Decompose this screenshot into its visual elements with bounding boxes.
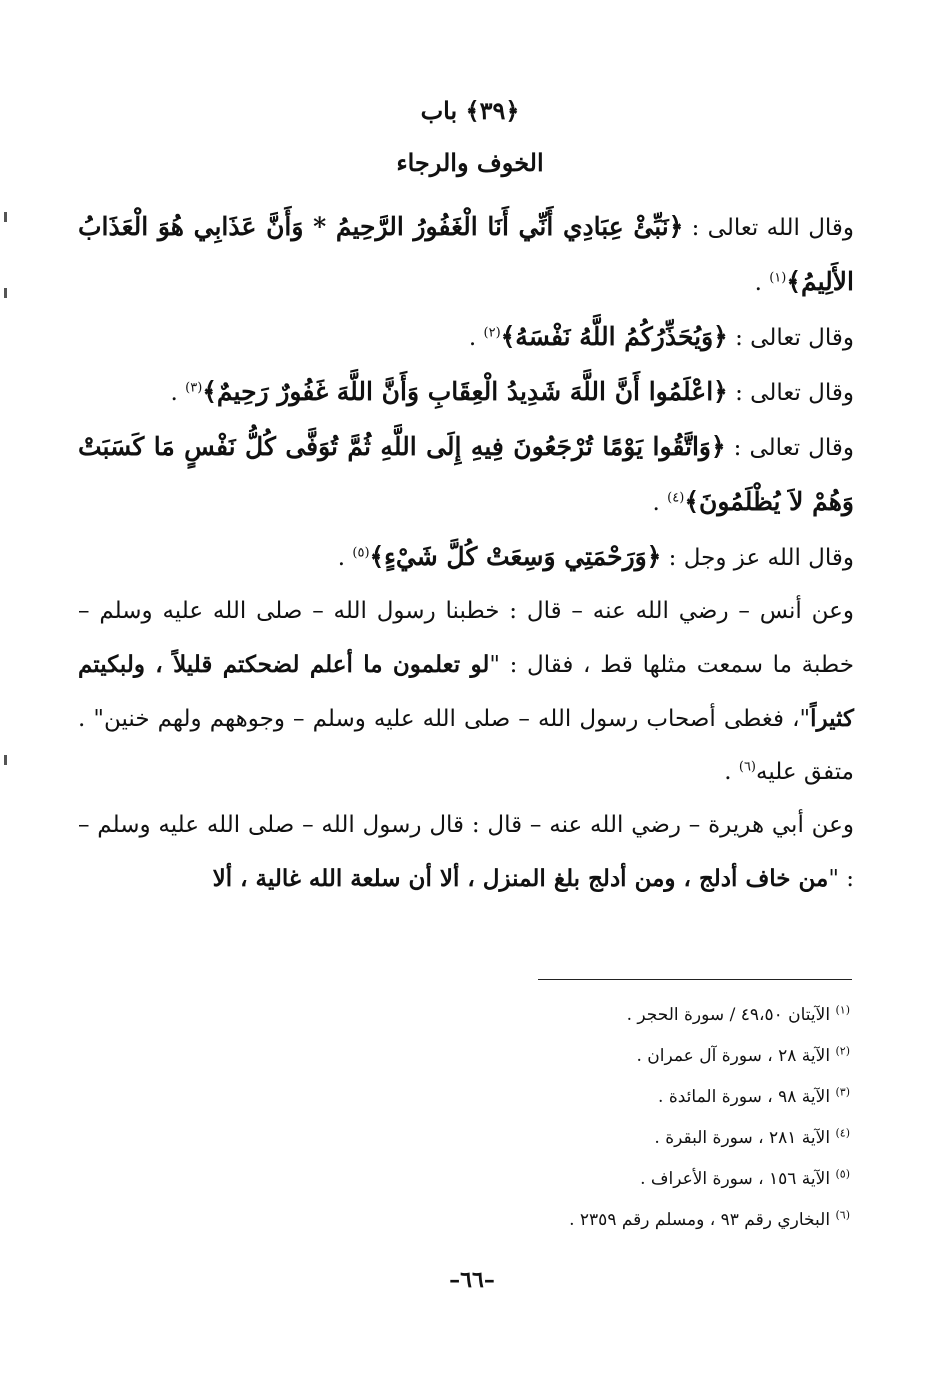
- verse-intro: وقال الله تعالى :: [683, 215, 855, 241]
- verse-end: .: [652, 490, 668, 516]
- footnote-number: (١): [835, 1003, 850, 1017]
- footnote-number: (٣): [835, 1085, 850, 1099]
- footnote: [380, 1200, 850, 1241]
- quran-verse: ﴿وَرَحْمَتِي وَسِعَتْ كُلَّ شَيْءٍ﴾: [369, 542, 662, 571]
- chapter-title: الخوف والرجاء: [396, 148, 544, 177]
- quran-verse: ﴿نَبِّئْ عِبَادِي أَنِّي أَنَا الْغَفُورُ الرَّحِيمُ * وَأَنَّ عَذَابِي هُوَ الْعَذَابُ الأَلِيمُ﴾: [78, 212, 854, 296]
- footnote: [380, 1118, 850, 1159]
- footnote-divider: [538, 979, 852, 980]
- footnote: [380, 1077, 850, 1118]
- verse-paragraph: [78, 420, 854, 530]
- verse-intro: وقال تعالى :: [725, 435, 854, 461]
- footnote-text: الآية ٢٨ ، سورة آل عمران .: [636, 1046, 836, 1066]
- hadith-paragraph: [78, 585, 854, 799]
- hadith-text: وعن أنس – رضي الله عنه – قال : خطبنا رسول الله – صلى الله عليه وسلم – خطبة ما سمعت مثلها قط ، فقال : ": [78, 598, 854, 678]
- footnote-text: الآية ٩٨ ، سورة المائدة .: [658, 1087, 836, 1107]
- page-number: –٦٦–: [449, 1267, 495, 1293]
- quran-verse: ﴿اعْلَمُوا أَنَّ اللَّهَ شَدِيدُ الْعِقَابِ وَأَنَّ اللَّهَ غَفُورٌ رَحِيمٌ﴾: [202, 377, 728, 406]
- verse-intro: وقال الله عز وجل :: [661, 545, 854, 571]
- footnote-ref: (٢): [483, 325, 501, 341]
- footnote-text: الآيتان ٤٩،٥٠ / سورة الحجر .: [626, 1005, 836, 1025]
- verse-paragraph: [78, 310, 854, 365]
- quran-verse: ﴿وَاتَّقُوا يَوْمًا تُرْجَعُونَ فِيهِ إِلَى اللَّهِ ثُمَّ تُوَفَّى كُلُّ نَفْسٍ مَا كَسَبَتْ وَهُمْ لاَ يُظْلَمُونَ﴾: [78, 432, 854, 516]
- quran-verse: ﴿وَيُحَذِّرُكُمُ اللَّهُ نَفْسَهُ﴾: [500, 322, 728, 351]
- hadith-quote: من خاف أدلج ، ومن أدلج بلغ المنزل ، ألا أن سلعة الله غالية ، ألا: [212, 865, 829, 892]
- hadith-text: وعن أبي هريرة – رضي الله عنه – قال : قال رسول الله – صلى الله عليه وسلم – : ": [78, 812, 854, 892]
- hadith-end: .: [724, 759, 739, 785]
- verse-paragraph: [78, 365, 854, 420]
- hadith-paragraph: [78, 799, 854, 906]
- footnote-ref: (٣): [185, 380, 203, 396]
- margin-mark: [4, 288, 7, 298]
- footnote: [380, 1036, 850, 1077]
- footnote-ref: (٥): [352, 545, 370, 561]
- verse-end: .: [754, 270, 770, 296]
- footnote: [380, 995, 850, 1036]
- chapter-number: ﴿٣٩﴾ باب: [420, 96, 520, 125]
- footnote-text: الآية ١٥٦ ، سورة الأعراف .: [640, 1169, 836, 1189]
- hadith-quote: لو تعلمون ما أعلم لضحكتم قليلاً ، ولبكيتم كثيراً: [78, 651, 854, 732]
- footnotes: [380, 995, 850, 1241]
- footnote-number: (٥): [835, 1167, 850, 1181]
- footnote-ref: (١): [769, 270, 787, 286]
- footnote-ref: (٦): [738, 759, 756, 775]
- footnote-number: (٤): [835, 1126, 850, 1140]
- hadith-text: "، فغطى أصحاب رسول الله – صلى الله عليه وسلم – وجوههم ولهم خنين" . متفق عليه: [78, 706, 854, 785]
- verse-end: .: [337, 545, 353, 571]
- margin-mark: [4, 755, 7, 765]
- footnote-text: البخاري رقم ٩٣ ، ومسلم رقم ٢٣٥٩ .: [569, 1210, 836, 1230]
- body-text: [78, 200, 854, 906]
- verse-paragraph: [78, 200, 854, 310]
- footnote-number: (٢): [835, 1044, 850, 1058]
- footnote-text: الآية ٢٨١ ، سورة البقرة .: [654, 1128, 836, 1148]
- footnote: [380, 1159, 850, 1200]
- footnote-ref: (٤): [667, 490, 685, 506]
- verse-intro: وقال تعالى :: [727, 325, 854, 351]
- verse-end: .: [170, 380, 186, 406]
- verse-paragraph: [78, 530, 854, 585]
- verse-intro: وقال تعالى :: [727, 380, 854, 406]
- verse-end: .: [468, 325, 484, 351]
- footnote-number: (٦): [835, 1208, 850, 1222]
- margin-mark: [4, 212, 7, 222]
